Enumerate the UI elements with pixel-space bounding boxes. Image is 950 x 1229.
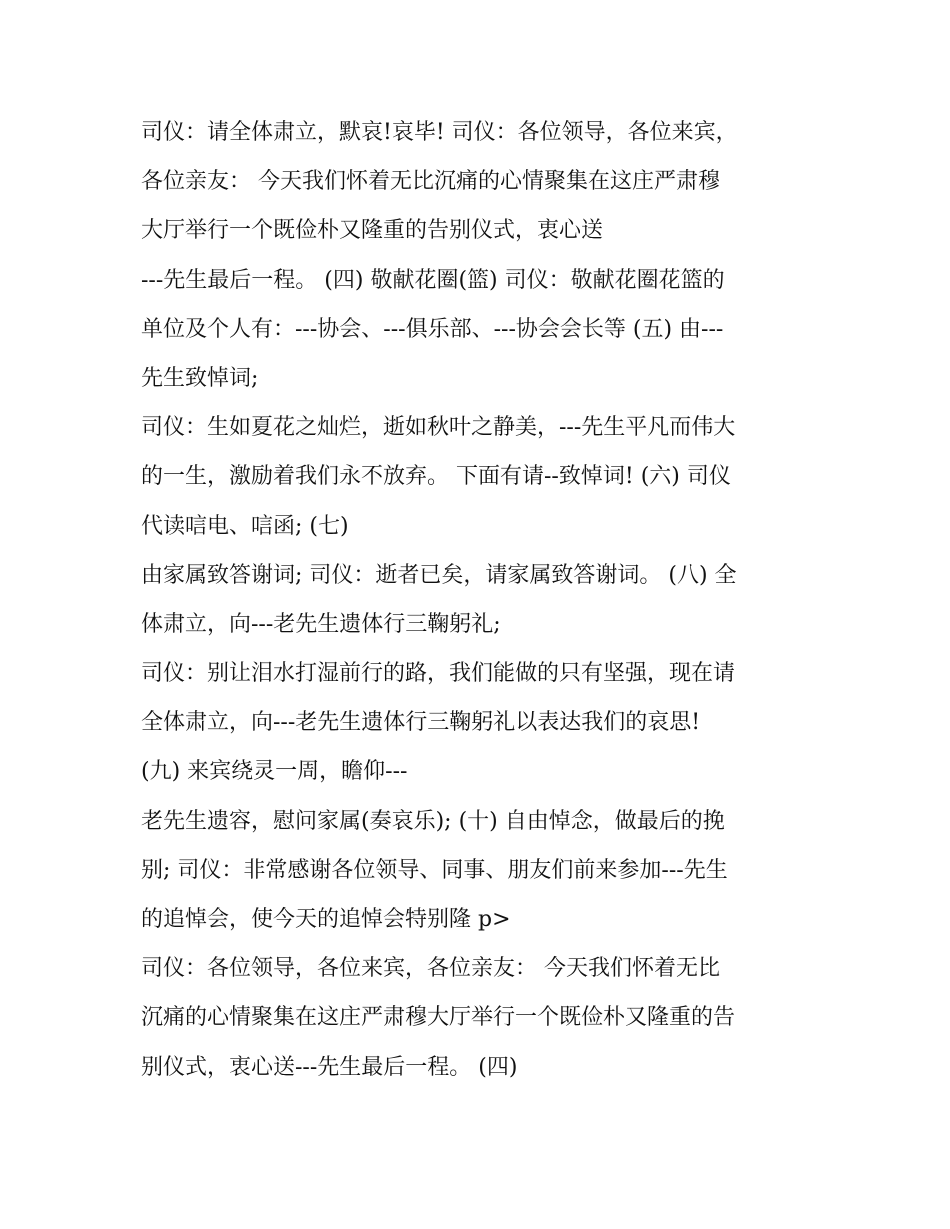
text-line: 大厅举行一个既俭朴又隆重的告别仪式，衷心送 bbox=[141, 218, 604, 244]
text-line: 沉痛的心情聚集在这庄严肃穆大厅举行一个既俭朴又隆重的告 bbox=[141, 1005, 736, 1031]
text-line: 老先生遗容，慰问家属(奏哀乐); (十) 自由悼念，做最后的挽 bbox=[141, 808, 725, 834]
text-line: 的追悼会，使今天的追悼会特别隆 p> bbox=[141, 907, 511, 932]
text-line: 由家属致答谢词; 司仪：逝者已矣，请家属致答谢词。 (八) 全 bbox=[141, 562, 737, 588]
text-line: 司仪：请全体肃立，默哀!哀毕! 司仪：各位领导，各位来宾， bbox=[141, 120, 738, 145]
text-line: ---先生最后一程。 (四) 敬献花圈(篮) 司仪：敬献花圈花篮的 bbox=[141, 267, 725, 293]
text-line: 先生致悼词; bbox=[141, 365, 259, 391]
text-line: 的一生，激励着我们永不放弃。 下面有请--致悼词! (六) 司仪 bbox=[141, 464, 731, 490]
text-line: (九) 来宾绕灵一周，瞻仰--- bbox=[141, 759, 408, 785]
text-line: 体肃立，向---老先生遗体行三鞠躬礼; bbox=[141, 611, 501, 637]
text-line: 别仪式，衷心送---先生最后一程。 (四) bbox=[141, 1054, 518, 1080]
text-line: 别; 司仪：非常感谢各位领导、同事、朋友们前来参加---先生 bbox=[141, 857, 728, 883]
text-line: 全体肃立，向---老先生遗体行三鞠躬礼以表达我们的哀思! bbox=[141, 710, 701, 736]
text-line: 司仪：生如夏花之灿烂，逝如秋叶之静美，---先生平凡而伟大 bbox=[141, 415, 736, 441]
document-body bbox=[141, 108, 821, 1092]
text-line: 各位亲友： 今天我们怀着无比沉痛的心情聚集在这庄严肃穆 bbox=[141, 169, 720, 195]
text-line: 单位及个人有：---协会、---俱乐部、---协会会长等 (五) 由--- bbox=[141, 316, 724, 342]
text-line: 代读唁电、唁函; (七) bbox=[141, 513, 349, 539]
text-line: 司仪：别让泪水打湿前行的路，我们能做的只有坚强，现在请 bbox=[141, 661, 736, 687]
text-line: 司仪：各位领导，各位来宾，各位亲友： 今天我们怀着无比 bbox=[141, 956, 720, 982]
